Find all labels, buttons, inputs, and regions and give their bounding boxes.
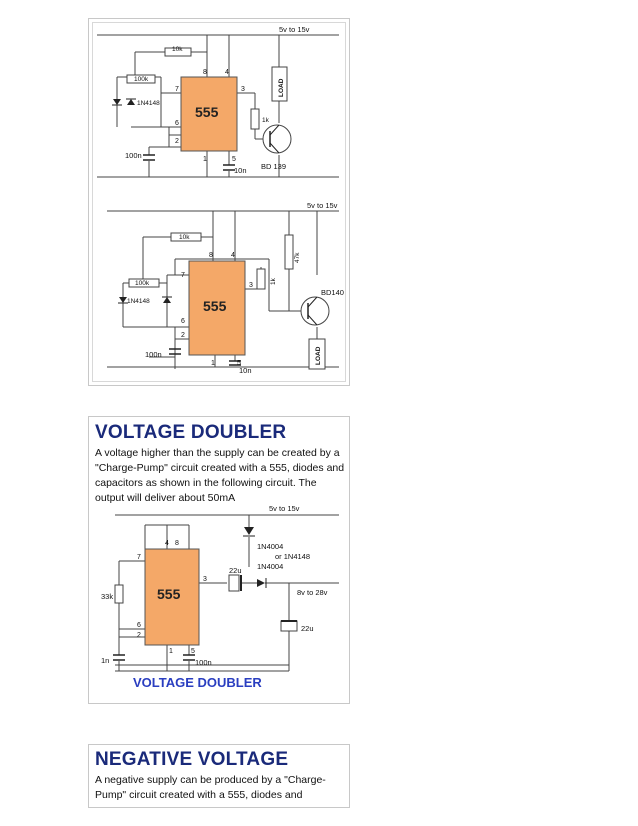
cap-label: 10n	[234, 166, 247, 175]
diode-label: or 1N4148	[275, 552, 311, 561]
supply-label: 5v to 15v	[279, 25, 310, 34]
output-label: 8v to 28v	[297, 588, 328, 597]
ic-label: 555	[203, 298, 227, 314]
resistor-label: 1k	[270, 278, 277, 285]
pin-label: 5	[191, 648, 195, 655]
figure-caption: VOLTAGE DOUBLER	[133, 675, 262, 690]
pin-label: 4	[225, 69, 229, 76]
cap-label: 10n	[239, 366, 252, 375]
pin-label: 5	[232, 156, 236, 163]
pin-label: 1	[203, 156, 207, 163]
negative-voltage-panel	[88, 744, 350, 808]
pin-label: 2	[175, 138, 179, 145]
section-heading: VOLTAGE DOUBLER	[95, 422, 287, 443]
pin-label: 8	[209, 252, 213, 259]
pin-label: 7	[175, 86, 179, 93]
cap-label: 22u	[301, 624, 314, 633]
pin-label: 6	[175, 120, 179, 127]
cap-label: 100n	[195, 658, 212, 667]
cap-label: 22u	[229, 566, 242, 575]
load-label: LOAD	[278, 78, 285, 97]
supply-label: 5v to 15v	[269, 504, 300, 513]
diode-label: 1N4148	[137, 100, 160, 107]
pin-label: 1	[169, 648, 173, 655]
pin-label: 4	[231, 252, 235, 259]
pin-label: 7	[137, 554, 141, 561]
circuit-diagram-bd140	[89, 199, 349, 375]
pin-label: 1	[211, 360, 215, 367]
cap-label: 100n	[125, 151, 142, 160]
voltage-doubler-diagram	[89, 503, 349, 693]
diode-label: 1N4004	[257, 542, 284, 551]
transistor-label: BD 139	[261, 162, 287, 171]
circuit-panel-top	[88, 18, 350, 386]
diode-label: 1N4148	[127, 298, 150, 305]
section-text: A voltage higher than the supply can be created by a "Charge-Pump" circuit created with a 555, diodes and capacitors as shown in the following circuit. The output will deliver about 50mA	[95, 447, 345, 504]
resistor-label: 1k	[262, 117, 269, 124]
resistor-label: 10k	[179, 234, 190, 241]
ic-label: 555	[157, 586, 181, 602]
pin-label: 6	[137, 622, 141, 629]
diode-label: 1N4004	[257, 562, 284, 571]
resistor-label: 47k	[294, 252, 301, 263]
pin-label: 2	[137, 632, 141, 639]
pin-label: 3	[241, 86, 245, 93]
resistor-label: 10k	[172, 46, 183, 53]
pot-label: 100k	[134, 76, 149, 83]
pin-label: 2	[181, 332, 185, 339]
pin-label: 4	[165, 540, 169, 547]
transistor-label: BD140	[321, 288, 344, 297]
section-text: A negative supply can be produced by a "Charge-Pump" circuit created with a 555, diodes and	[95, 774, 326, 801]
cap-label: 1n	[101, 656, 110, 665]
pin-label: 5	[237, 360, 241, 367]
circuit-diagram-bd139	[89, 19, 349, 199]
resistor-label: 33k	[101, 592, 114, 601]
pin-label: 3	[203, 576, 207, 583]
ic-label: 555	[195, 104, 219, 120]
pin-label: 8	[175, 540, 179, 547]
pin-label: 8	[203, 69, 207, 76]
pin-label: 6	[181, 318, 185, 325]
pot-label: 100k	[135, 280, 150, 287]
pin-label: 3	[249, 282, 253, 289]
cap-label: 100n	[145, 350, 162, 359]
supply-label: 5v to 15v	[307, 201, 338, 210]
load-label: LOAD	[315, 346, 322, 365]
section-heading: NEGATIVE VOLTAGE	[95, 749, 289, 770]
voltage-doubler-panel	[88, 416, 350, 704]
pin-label: 7	[181, 272, 185, 279]
